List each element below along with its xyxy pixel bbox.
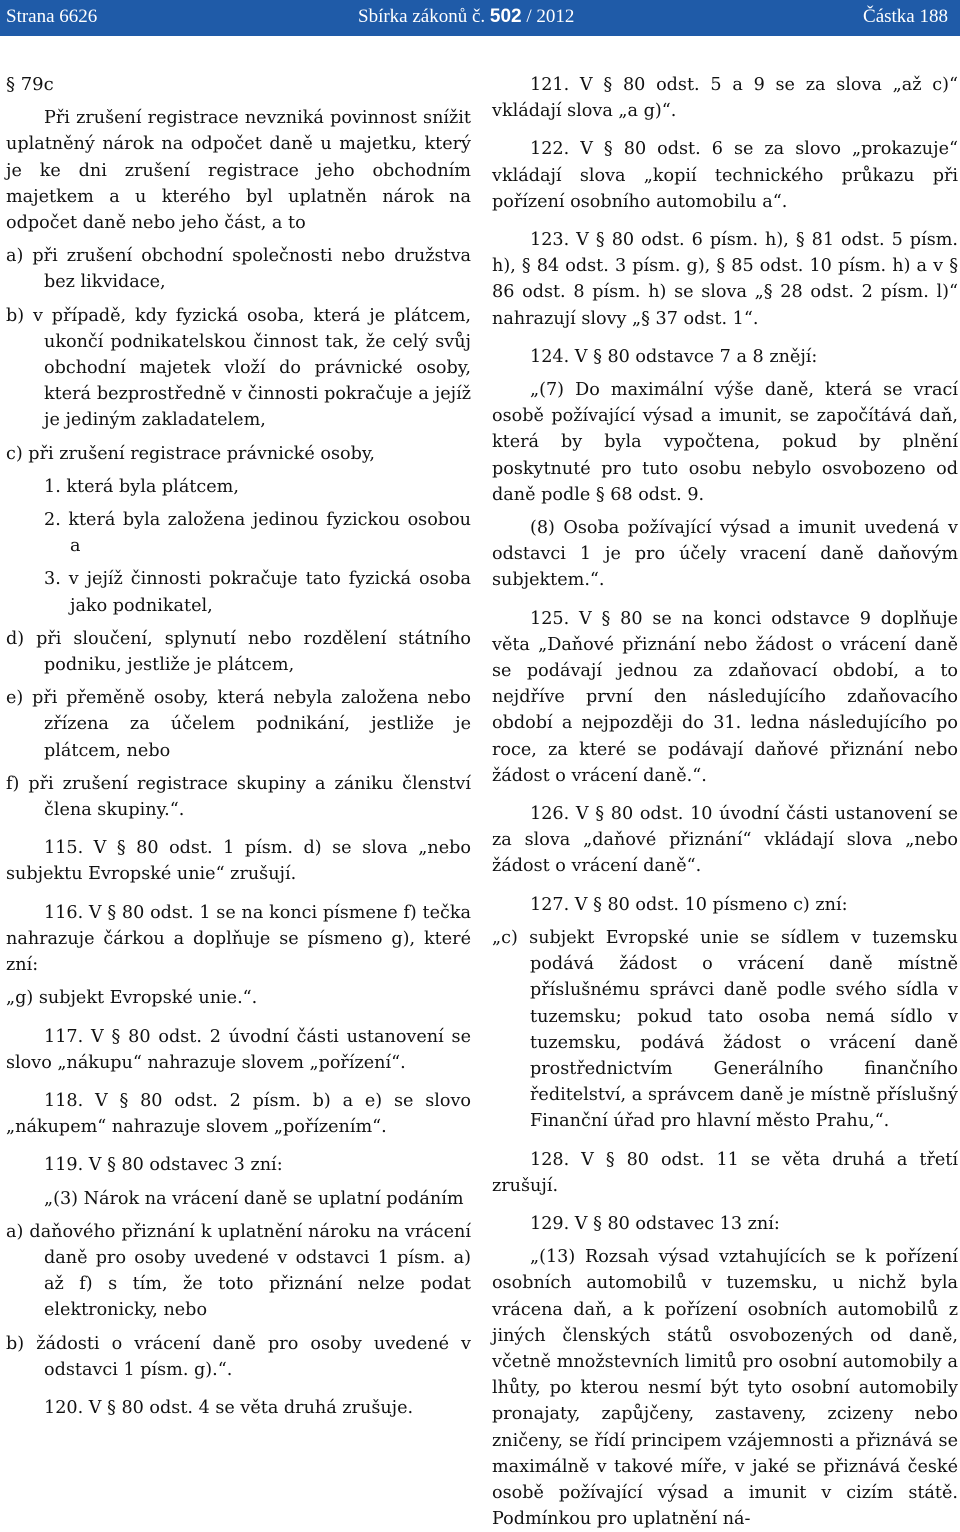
paragraph: 126. V § 80 odst. 10 úvodní části ustanovení se za slova „daňové přiznání“ vkládají slova „nebo žádost o vrácení daně“.: [492, 804, 958, 877]
list-item: a) daňového přiznání k uplatnění nároku na vrácení daně pro osoby uvedené v odstavci 1 písm. a) až f) s tím, že toto přiznání nelze podat elektronicky, nebo: [6, 1221, 471, 1321]
collection-label: Sbírka zákonů č.: [358, 6, 486, 27]
paragraph: (8) Osoba požívající výsad a imunit uvedená v odstavci 1 je pro účely vracení daně daňovým subjektem.“.: [492, 518, 958, 591]
list-item: 1. která byla plátcem,: [44, 476, 239, 497]
paragraph: 120. V § 80 odst. 4 se věta druhá zrušuje.: [44, 1397, 414, 1418]
list-item: f) při zrušení registrace skupiny a zániku členství člena skupiny.“.: [6, 773, 471, 821]
law-number: 502: [489, 6, 522, 27]
section-heading: § 79c: [6, 74, 54, 95]
paragraph: 128. V § 80 odst. 11 se věta druhá a třetí zrušují.: [492, 1149, 958, 1196]
part-number: Částka 188: [863, 6, 948, 27]
list-item: b) žádosti o vrácení daně pro osoby uvedené v odstavci 1 písm. g).“.: [6, 1333, 471, 1380]
paragraph: 122. V § 80 odst. 6 se za slovo „prokazuje“ vkládají slova „kopií technického průkazu při pořízení osobního automobilu a“.: [492, 139, 958, 212]
list-item: c) při zrušení registrace právnické osoby,: [6, 443, 376, 464]
law-separator: /: [521, 6, 537, 27]
list-item: 2. která byla založena jedinou fyzickou osobou a: [44, 510, 471, 557]
paragraph: 123. V § 80 odst. 6 písm. h), § 81 odst. 5 písm. h), § 84 odst. 3 písm. g), § 85 odst. 10 písm. h) a v § 86 odst. 8 písm. h) se slova „§ 28 odst. 2 písm. l)“ nahrazují slovy „§ 37 odst. 1“.: [492, 230, 958, 329]
paragraph: 119. V § 80 odstavec 3 zní:: [44, 1155, 283, 1176]
paragraph: „g) subjekt Evropské unie.“.: [6, 988, 258, 1009]
paragraph: 118. V § 80 odst. 2 písm. b) a e) se slovo „nákupem“ nahrazuje slovem „pořízením“.: [6, 1090, 471, 1138]
list-item: e) při přeměně osoby, která nebyla založena nebo zřízena za účelem podnikání, jestliže je plátcem, nebo: [6, 688, 471, 761]
list-item: a) při zrušení obchodní společnosti nebo družstva bez likvidace,: [6, 246, 471, 293]
paragraph: „(3) Nárok na vrácení daně se uplatní podáním: [44, 1188, 464, 1209]
right-column: [492, 72, 958, 1532]
paragraph: 125. V § 80 se na konci odstavce 9 doplňuje věta „Daňové přiznání nebo žádost o vrácení daně se podávají jednou za zdaňovací období, a to nejdříve první den následujícího zdaňovacího období a nejpozději do 31. ledna následujícího po roce, za které se podávají daňové přiznání nebo žádost o vrácení daně.“.: [492, 608, 958, 786]
paragraph: Při zrušení registrace nevzniká povinnost snížit uplatněný nárok na odpočet daně u majetku, který je ke dni zrušení registrace jeho obchodním majetkem a u kterého byl uplatněn nárok na odpočet daně nebo jeho část, a to: [6, 108, 471, 234]
paragraph: 129. V § 80 odstavec 13 zní:: [530, 1213, 780, 1234]
list-item: b) v případě, kdy fyzická osoba, která je plátcem, ukončí podnikatelskou činnost tak, že celý svůj obchodní majetek vloží do právnické osoby, která bezprostředně v činnosti pokračuje a jejíž je jediným zakladatelem,: [6, 305, 471, 431]
page-number: Strana 6626: [6, 6, 98, 27]
paragraph: 124. V § 80 odstavce 7 a 8 znějí:: [530, 346, 818, 367]
law-year: 2012: [536, 6, 575, 27]
paragraph: 121. V § 80 odst. 5 a 9 se za slova „až c)“ vkládají slova „a g)“.: [492, 75, 958, 122]
paragraph: „(13) Rozsah výsad vztahujících se k pořízení osobních automobilů v tuzemsku, u nichž byla vrácena daň, a k pořízení osobních automobilů z jiných členských států osvobozených od daně, včetně množstevních limitů pro osobní automobily a lhůty, po kterou nesmí být tyto osobní automobily pronajaty, zapůjčeny, zastaveny, zcizeny nebo zničeny, se řídí principem vzájemnosti a přiznává se maximálně v takové míře, v jaké se přiznává české osobě požívající výsad a imunit v cizím státě. Podmínkou pro uplatnění ná-: [492, 1247, 958, 1530]
collection-title: [358, 6, 574, 28]
list-item: 3. v jejíž činnosti pokračuje tato fyzická osoba jako podnikatel,: [44, 569, 471, 616]
paragraph: 115. V § 80 odst. 1 písm. d) se slova „nebo subjektu Evropské unie“ zrušují.: [6, 838, 471, 885]
left-column: [6, 72, 471, 1421]
paragraph: 117. V § 80 odst. 2 úvodní části ustanovení se slovo „nákupu“ nahrazuje slovem „pořízení“.: [6, 1026, 471, 1073]
list-item: „c) subjekt Evropské unie se sídlem v tuzemsku podává žádost o vrácení daně místně příslušnému správci daně podle svého sídla v tuzemsku; pokud tato osoba nemá sídlo v tuzemsku, podává žádost o vrácení daně prostřednictvím Generálního finančního ředitelství, a správcem daně je místně příslušný Finanční úřad pro hlavní město Prahu,“.: [492, 927, 958, 1132]
page-header: [0, 0, 960, 36]
paragraph: 116. V § 80 odst. 1 se na konci písmene f) tečka nahrazuje čárkou a doplňuje se písmeno g), které zní:: [6, 902, 471, 976]
paragraph: „(7) Do maximální výše daně, která se vrací osobě požívající výsad a imunit, se započítává daň, která by byla vypočtena, pokud by plnění poskytnuté pro tuto osobu nebylo osvobozeno od daně podle § 68 odst. 9.: [492, 380, 958, 505]
list-item: d) při sloučení, splynutí nebo rozdělení státního podniku, jestliže je plátcem,: [6, 628, 471, 676]
paragraph: 127. V § 80 odst. 10 písmeno c) zní:: [530, 894, 848, 915]
